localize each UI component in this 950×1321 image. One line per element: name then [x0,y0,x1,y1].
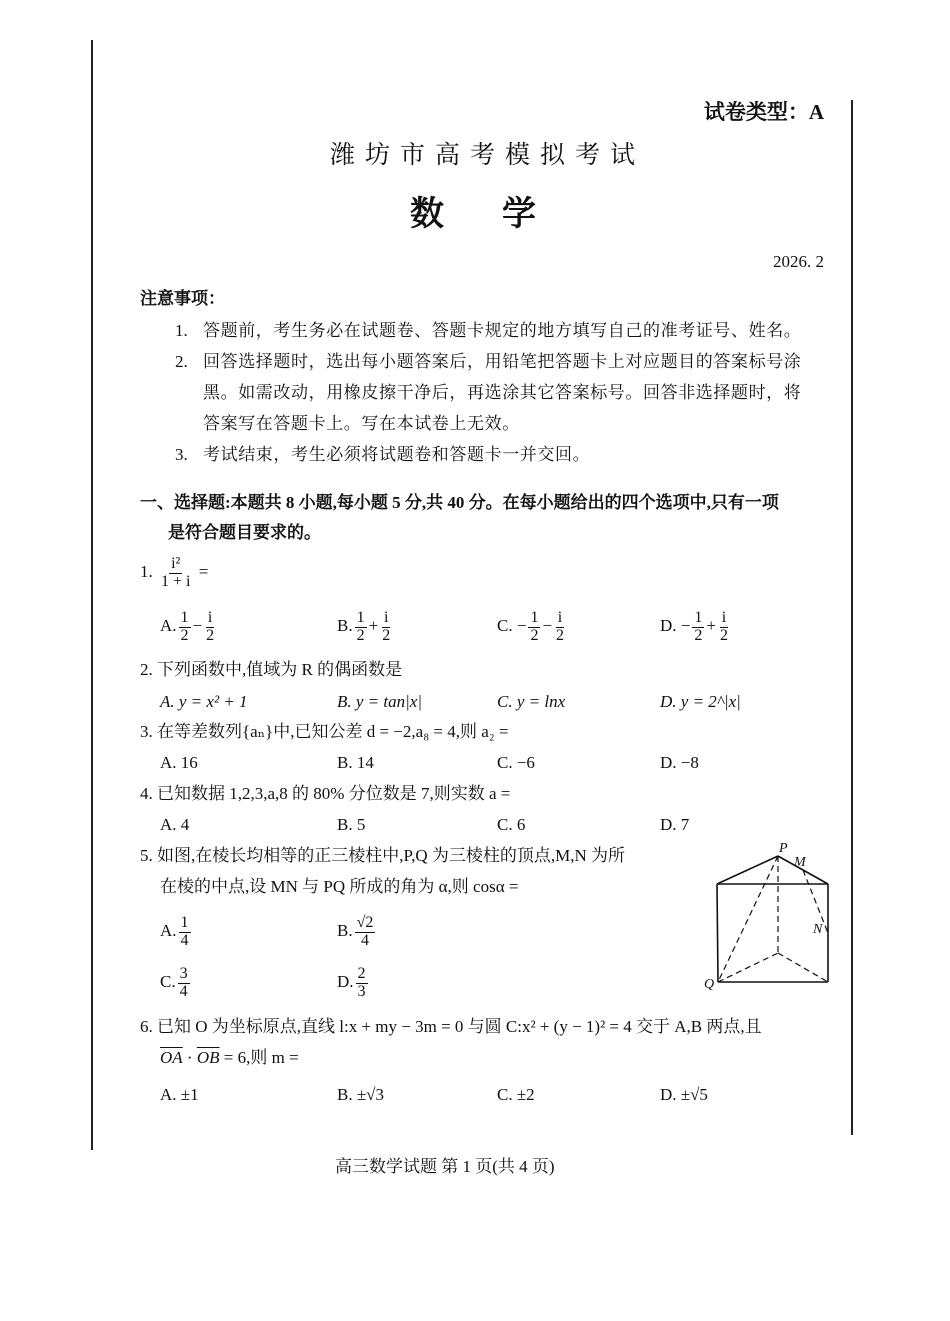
q1-option-d: D. − $\frac{1}{2}$ + $\frac{i}{2}$ [660,609,728,644]
q1-option-b: B. $\frac{1}{2}$ + $\frac{i}{2}$ [337,609,391,644]
q5-option-d: D. $\frac{2}{3}$ [337,965,366,1000]
q3-option-c: C. −6 [497,753,535,772]
notice-heading: 注意事项： [140,289,225,308]
q4-option-c: C. 6 [497,815,526,834]
section-heading: 是符合题目要求的。 [168,523,321,542]
q2-option-c: C. y = lnx [497,692,566,711]
q6-option-b: B. ±√3 [337,1085,384,1104]
q4-option-d: D. 7 [660,815,690,834]
question-3: 3. 在等差数列{aₙ}中,已知公差 d = −2,a₈ = 4,则 a₂ = [140,722,509,741]
notice-text: 考试结束，考生必须将试题卷和答题卡一并交回。 [203,445,591,464]
label-m: M [794,855,806,870]
numerator: i² [171,555,181,572]
notice-num: 2. [175,352,188,371]
question-5-line2: 在棱的中点,设 MN 与 PQ 所成的角为 α,则 cosα = [160,877,519,896]
page-footer: 高三数学试题 第 1 页(共 4 页) [335,1157,555,1176]
q5-option-b: B. $\frac{√2}{4}$ [337,914,374,949]
label-p: P [779,841,788,856]
question-2: 2. 下列函数中,值域为 R 的偶函数是 [140,660,403,679]
exam-date: 2026. 2 [773,252,824,271]
vector-ob: $\overline{OB}$ [196,1048,220,1067]
q1-option-c: C. − $\frac{1}{2}$ − $\frac{i}{2}$ [497,609,565,644]
question-6-line2 [160,1049,299,1066]
q5-option-c: C. $\frac{3}{4}$ [160,965,188,1000]
question-5: 5. 如图,在棱长均相等的正三棱柱中,P,Q 为三棱柱的顶点,M,N 为所 [140,846,625,865]
question-6: 6. 已知 O 为坐标原点,直线 l:x + my − 3m = 0 与圆 C:x² + (y − 1)² = 4 交于 A,B 两点,且 [140,1017,762,1036]
denominator: 1 + i [161,572,191,590]
notice-num: 1. [175,321,188,340]
segment-pq [718,856,778,982]
q1-option-a: A. $\frac{1}{2}$ − $\frac{i}{2}$ [160,609,215,644]
equals: = [198,562,209,582]
section-heading: 一、选择题:本题共 8 小题,每小题 5 分,共 40 分。在每小题给出的四个选项中,只有一项 [140,493,779,512]
edge [717,856,778,884]
edge [717,884,718,982]
label-n: N [813,922,823,937]
q6-option-c: C. ±2 [497,1085,535,1104]
q6-option-a: A. ±1 [160,1085,199,1104]
exam-title: 潍坊市高考模拟考试 [330,142,646,169]
paper-type: 试卷类型：A [703,100,824,124]
q2-option-b: B. y = tan|x| [337,692,423,711]
notice-text: 答案写在答题卡上。写在本试卷上无效。 [203,414,520,433]
q3-option-a: A. 16 [160,753,198,772]
notice-num: 3. [175,445,188,464]
q2-option-d: D. y = 2^|x| [660,692,741,711]
dot-operator: · [182,1048,197,1067]
vector-oa: $\overline{OA}$ [160,1048,183,1067]
q4-option-b: B. 5 [337,815,366,834]
subject-title: 数 学 [410,196,548,233]
label-q: Q [704,977,715,992]
question-number: 1. [140,562,153,582]
notice-text: 答题前，考生务必在试题卷、答题卡规定的地方填写自己的准考证号、姓名。 [203,321,802,340]
q4-option-a: A. 4 [160,815,190,834]
q2-option-a: A. y = x² + 1 [160,692,248,711]
q6-option-d: D. ±√5 [660,1085,708,1104]
q3-option-b: B. 14 [337,753,374,772]
notice-text: 黑。如需改动，用橡皮擦干净后，再选涂其它答案标号。回答非选择题时，将 [203,383,802,402]
hidden-edge [718,953,778,982]
stem-tail: = 6,则 m = [219,1048,299,1067]
q5-option-a: A. $\frac{1}{4}$ [160,914,189,949]
question-4: 4. 已知数据 1,2,3,a,8 的 80% 分位数是 7,则实数 a = [140,784,511,803]
hidden-edge [778,953,828,982]
q3-option-d: D. −8 [660,753,699,772]
notice-text: 回答选择题时，选出每小题答案后，用铅笔把答题卡上对应题目的答案标号涂 [203,352,802,371]
